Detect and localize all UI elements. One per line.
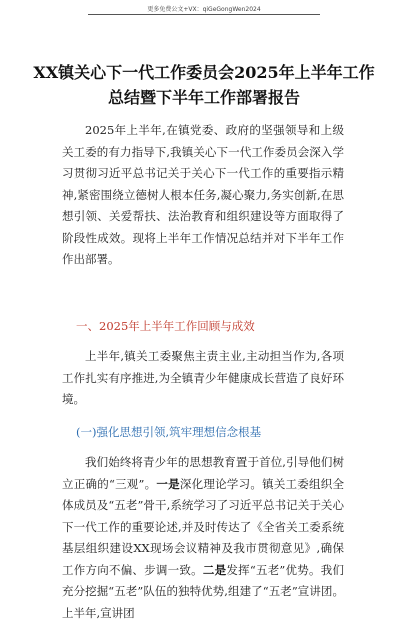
subsection-heading-1: (一)强化思想引领,筑牢理想信念根基 (76, 425, 262, 439)
intro-paragraph: 2025年上半年,在镇党委、政府的坚强领导和上级关工委的有力指导下,我镇关心下一代工作委员会深入学习贯彻习近平总书记关于关心下一代工作的重要指示精神,紧密围绕立德树人根本任务,凝心聚力,务实创新,在思想引领、关爱帮扶、法治教育和组织建设等方面取得了阶段性成效。现将上半年工作情况总结并对下半年工作作出部署。 (62, 123, 344, 266)
point-two-label: 二是 (202, 562, 227, 577)
body-lead: 我们始终将青少年的思想教育置于首位,引导他们树立正确的“三观”。 (62, 455, 344, 491)
point-one-label: 一是 (156, 476, 180, 491)
body-paragraph (62, 452, 344, 624)
header-divider (88, 14, 320, 15)
document-title: XX镇关心下一代工作委员会2025年上半年工作总结暨下半年工作部署报告 (33, 63, 375, 107)
point-one-text: 深化理论学习。镇关工委组织全体成员及“五老”骨干,系统学习了习近平总书记关于关心下一代工作的重要论述,并及时传达了《全省关工委系统基层组织建设XX现场会议精神及我市贯彻意见》,确保工作方向不偏、步调一致。 (62, 476, 345, 577)
section1-paragraph: 上半年,镇关工委聚焦主责主业,主动担当作为,各项工作扎实有序推进,为全镇青少年健康成长营造了良好环境。 (62, 349, 344, 406)
point-two-text: 发挥“五老”优势。我们充分挖掘“五老”队伍的独特优势,组建了“五老”宣讲团。上半年,宣讲团 (62, 562, 345, 620)
section-heading-1: 一、2025年上半年工作回顾与成效 (76, 319, 255, 333)
header-note: 更多免费公文+VX：qiGeGongWen2024 (147, 6, 261, 13)
